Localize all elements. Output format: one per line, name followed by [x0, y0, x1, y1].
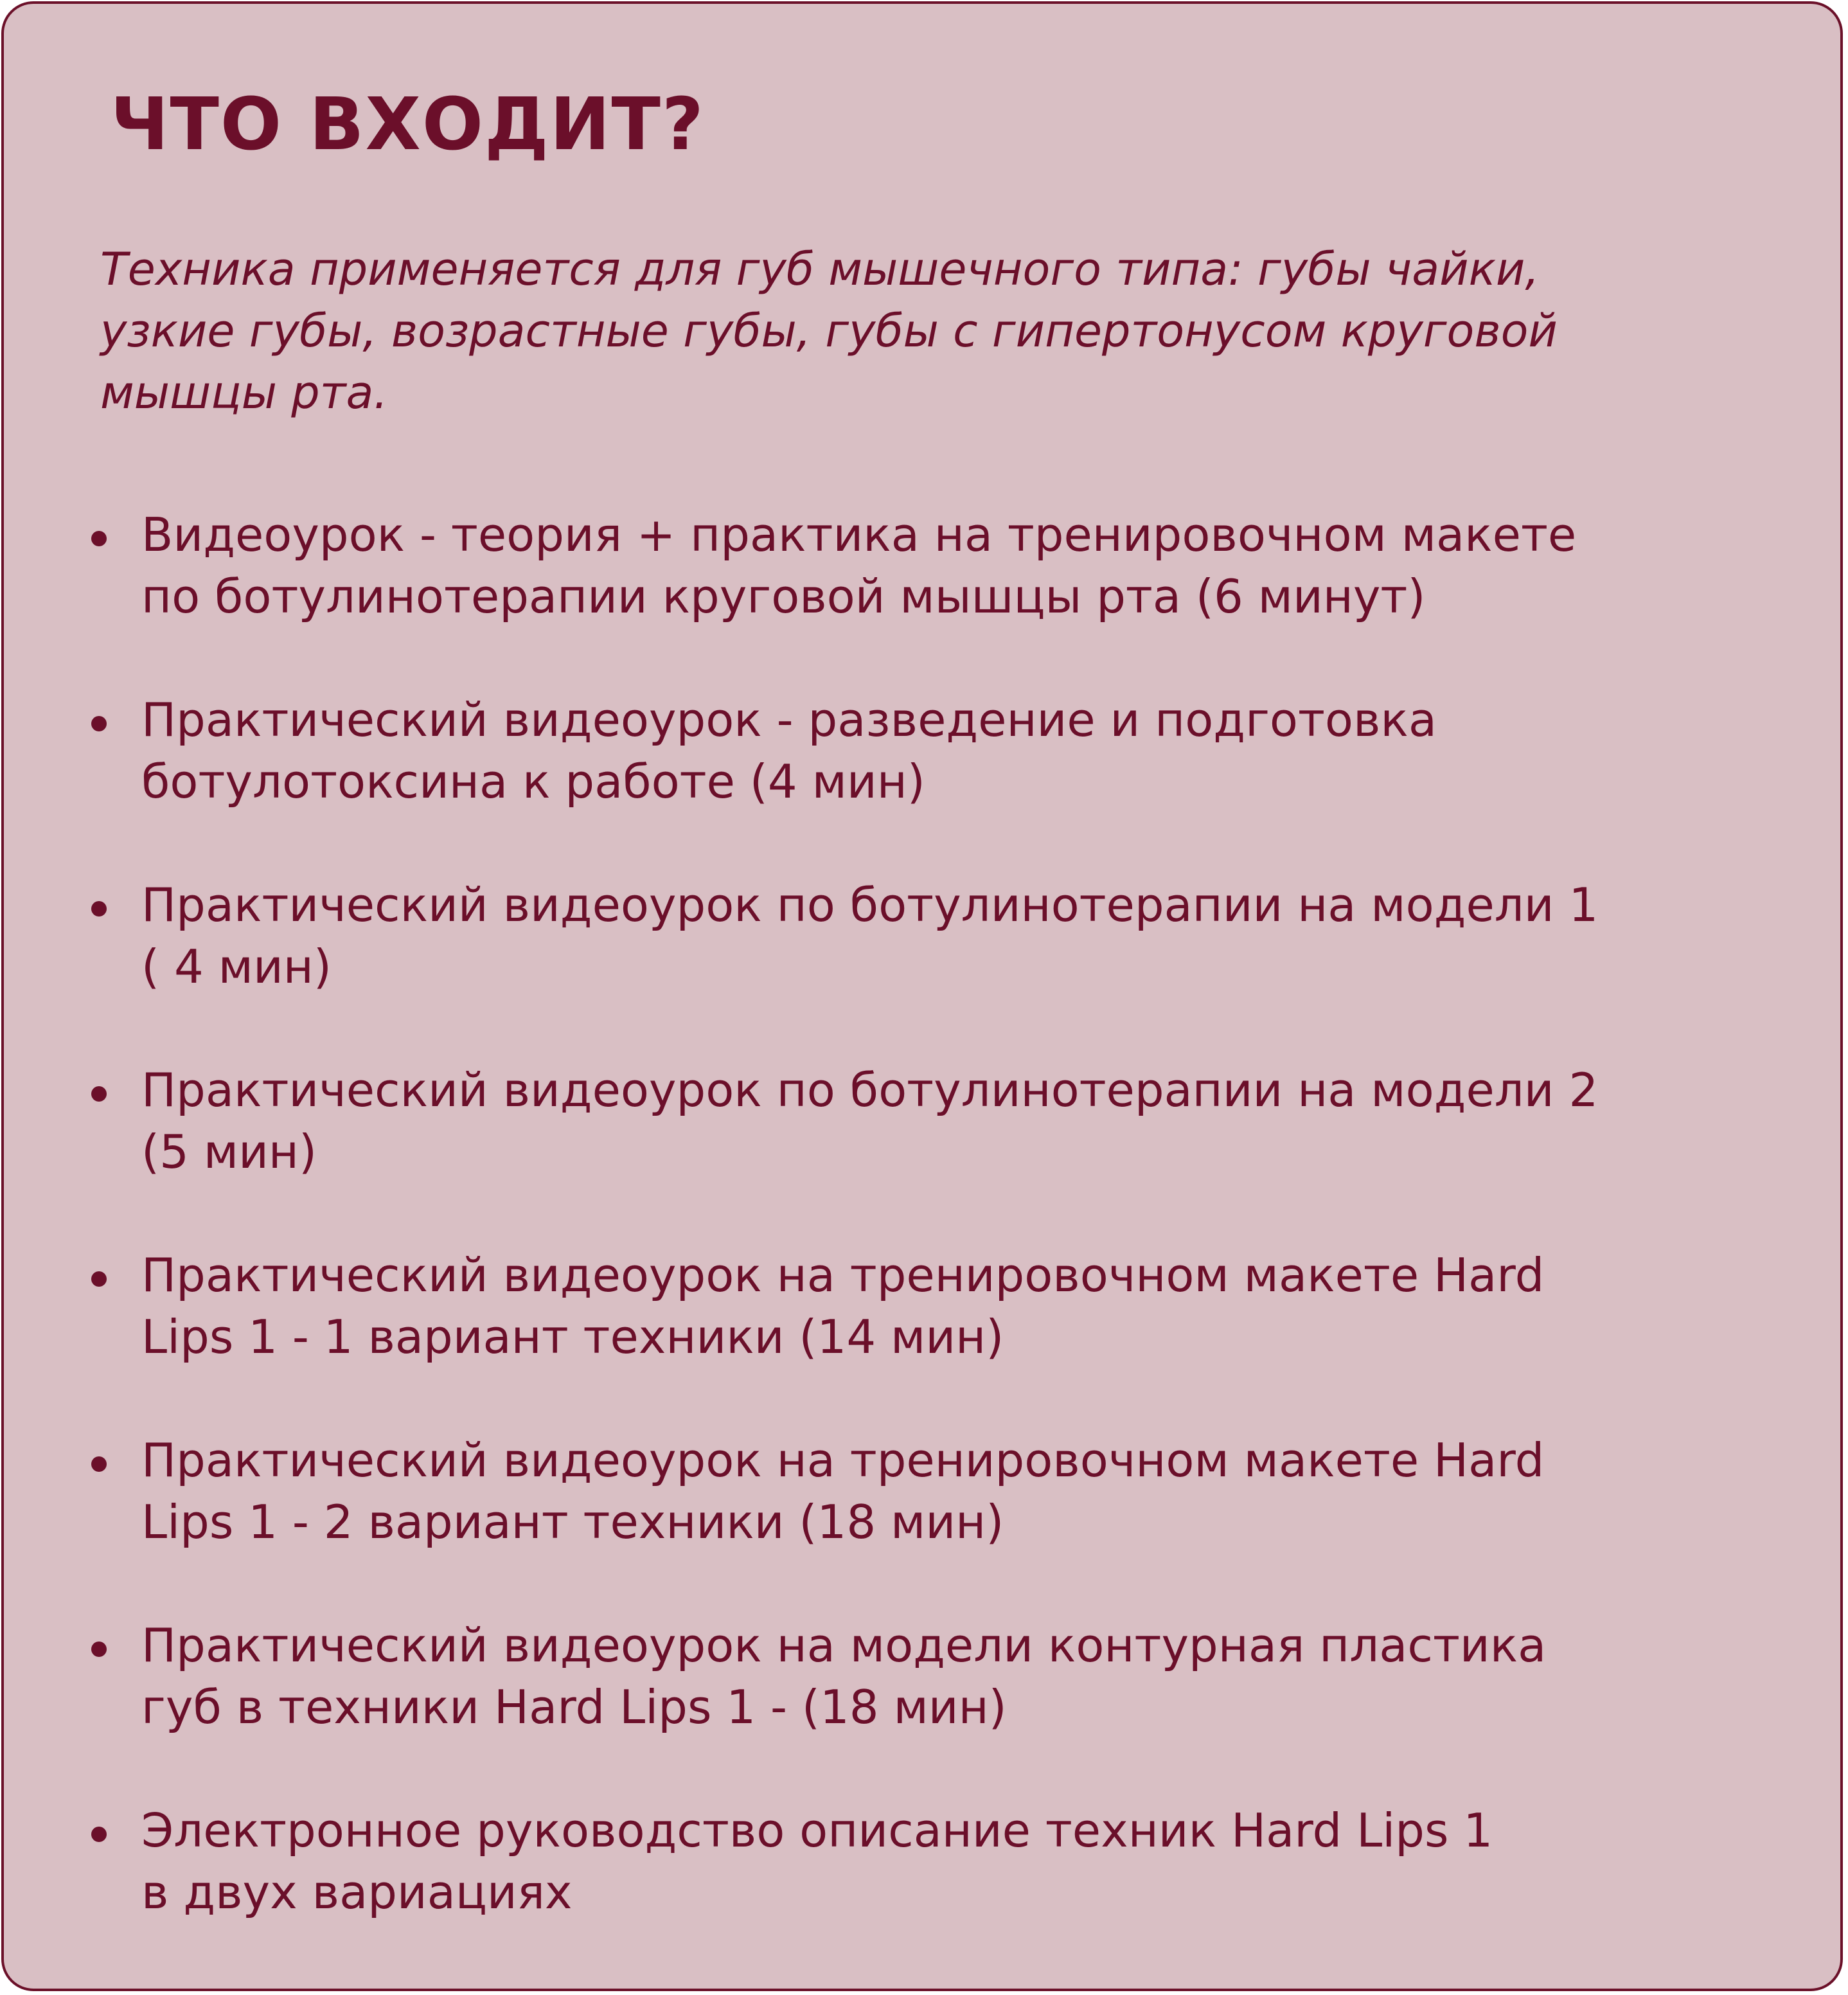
list-item-line: Практический видеоурок на тренировочном макете Hard	[141, 1433, 1545, 1487]
list-item	[4, 689, 1842, 818]
list-item-line: ( 4 мин)	[141, 940, 332, 994]
list-item-line: ботулотоксина к работе (4 мин)	[141, 755, 925, 809]
list-item-line: Lips 1 - 1 вариант техники (14 мин)	[141, 1310, 1004, 1364]
bullet-icon	[91, 716, 107, 731]
list-item-text	[141, 1615, 1546, 1738]
list-item-text	[141, 1429, 1544, 1553]
bullet-icon	[91, 1642, 107, 1657]
list-item	[4, 1059, 1842, 1188]
list-item-text	[141, 689, 1437, 812]
list-item-line: Практический видеоурок на модели контурная пластика	[141, 1618, 1547, 1672]
list-item-line: по ботулинотерапии круговой мышцы рта (6 минут)	[141, 569, 1426, 623]
list-item-line: Практический видеоурок на тренировочном макете Hard	[141, 1248, 1545, 1302]
list-item-text	[141, 874, 1598, 998]
list-item-line: в двух вариациях	[141, 1865, 573, 1919]
intro-line: узкие губы, возрастные губы, губы с гипертонусом круговой	[100, 305, 1558, 357]
list-item	[4, 1800, 1842, 1928]
bullet-icon	[91, 1456, 107, 1472]
content-card	[1, 1, 1843, 1991]
list-item-line: Практический видеоурок по ботулинотерапии на модели 1	[141, 878, 1599, 932]
list-item	[4, 1244, 1842, 1373]
intro-line: Техника применяется для губ мышечного типа: губы чайки,	[100, 243, 1540, 296]
bullet-icon	[91, 1086, 107, 1102]
list-item-line: Практический видеоурок - разведение и подготовка	[141, 693, 1437, 747]
list-item	[4, 1615, 1842, 1743]
list-item-line: Электронное руководство описание техник Hard Lips 1	[141, 1803, 1493, 1857]
page-title: ЧТО ВХОДИТ?	[111, 83, 705, 166]
bullet-icon	[91, 901, 107, 917]
bullet-icon	[91, 1271, 107, 1287]
list-item-text	[141, 504, 1576, 627]
intro-paragraph	[100, 238, 1803, 424]
list-item	[4, 1429, 1842, 1558]
list-item-line: (5 мин)	[141, 1125, 317, 1179]
bullet-icon	[91, 1827, 107, 1842]
list-item-text	[141, 1244, 1544, 1368]
list-item-text	[141, 1059, 1598, 1183]
list-item-line: Видеоурок - теория + практика на тренировочном макете	[141, 508, 1577, 562]
list-item-line: Lips 1 - 2 вариант техники (18 мин)	[141, 1495, 1004, 1549]
list-item-text	[141, 1800, 1493, 1923]
list-item	[4, 874, 1842, 1003]
intro-line: мышцы рта.	[100, 366, 388, 419]
list-item	[4, 504, 1842, 632]
bullet-icon	[91, 531, 107, 546]
list-item-line: губ в техники Hard Lips 1 - (18 мин)	[141, 1680, 1007, 1734]
list-item-line: Практический видеоурок по ботулинотерапии на модели 2	[141, 1063, 1599, 1117]
